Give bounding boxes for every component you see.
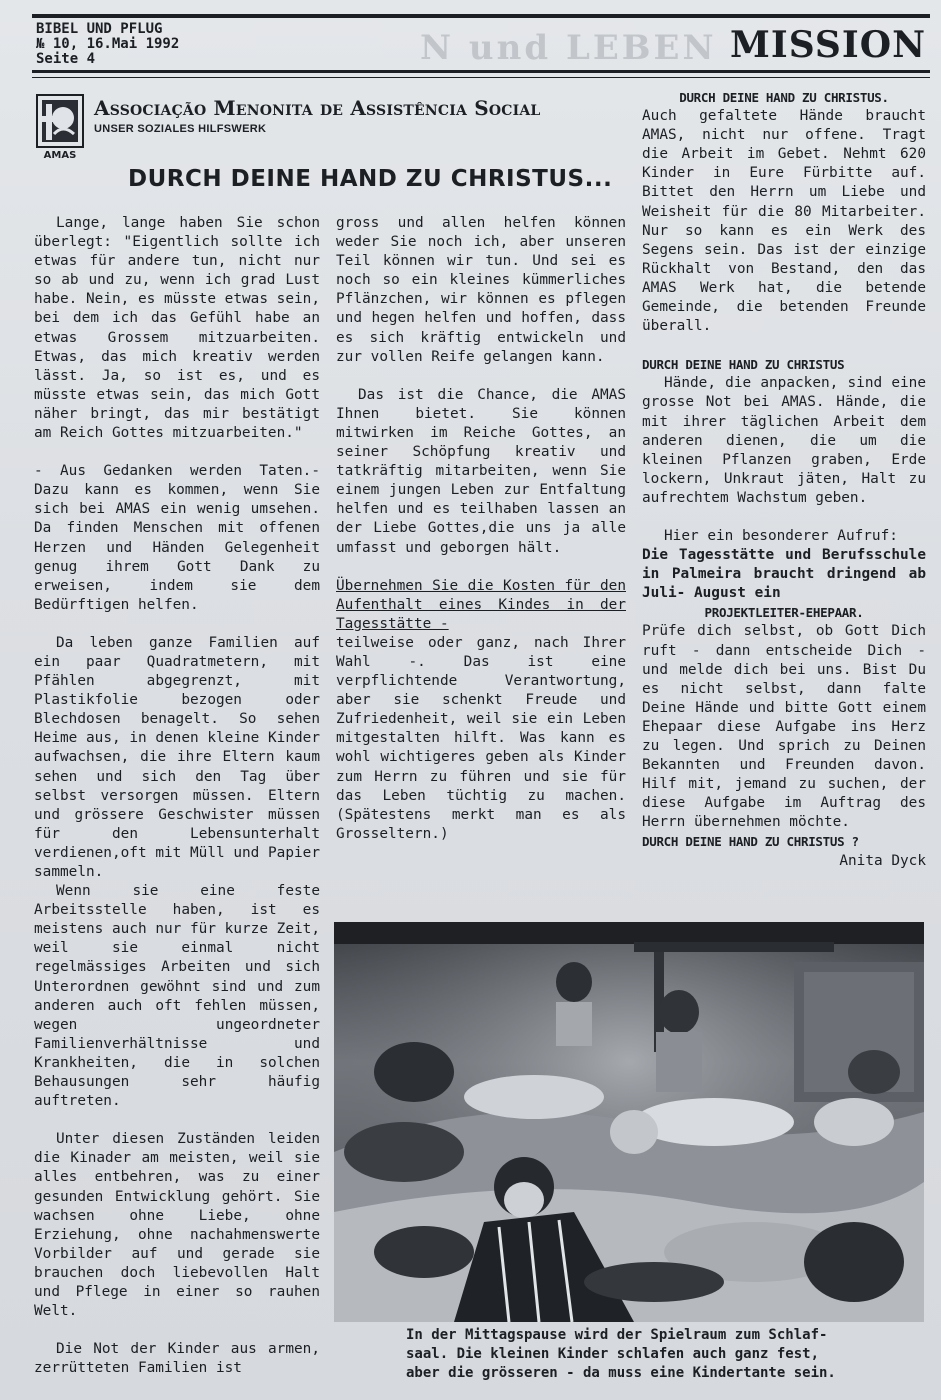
col1-paragraph: Die Not der Kinder aus armen, zerrütteten Familien ist (34, 1341, 320, 1377)
photo-caption (406, 1326, 906, 1383)
col1-paragraph: Unter diesen Zuständen leiden die Kinader am meisten, weil sie alles entbehren, was zu einer gesunden Entwicklung gehört. Sie wachsen ohne Liebe, ohne Erziehung, ohne nachahmenswerte Vorbilder auf und gerade sie brauchen doch liebevollen Halt und Pflege in einer so rauhen Welt. (34, 1131, 320, 1320)
col3-paragraph: Auch gefaltete Hände braucht AMAS, nicht nur offene. Tragt die Arbeit im Gebet. Nehmt 620 Kinder in Eure Fürbitte auf. Bittet den Herrn um Liebe und Weisheit für die 80 Mitarbeiter. Nur so kann es ein Werk des Segens sein. Das ist der einzige Rückhalt von Bestand, den das AMAS Werk hat, die betende Gemeinde, die betenden Freunde überall. (642, 108, 926, 335)
header-rule-top (32, 14, 930, 18)
col3-appeal-bold: Die Tagesstätte und Berufsschule in Palmeira braucht dringend ab Juli- August ein (642, 547, 926, 602)
caption-line: saal. Die kleinen Kinder schlafen auch ganz fest, (406, 1346, 820, 1362)
col1-paragraph: Da leben ganze Familien auf ein paar Quadratmetern, mit Pfählen abgegrenzt, mit Plastikfolie bezogen oder Blechdosen benagelt. So sehen Heime aus, in denen kleine Kinder aufwachsen, die ihre Eltern kaum sehen und sich den Tag über selbst versorgen müssen. Eltern und grössere Geschwister müssen für den Lebensunterhalt verdienen,oft mit Müll und Papier sammeln. (34, 634, 320, 880)
column-3 (642, 88, 926, 871)
author-name: Anita Dyck (839, 852, 926, 869)
col3-heading: DURCH DEINE HAND ZU CHRISTUS (642, 357, 845, 373)
col2-underlined-appeal: Übernehmen Sie die Kosten für den Aufenthalt eines Kindes in der Tagesstätte - (336, 577, 626, 632)
col3-heading: DURCH DEINE HAND ZU CHRISTUS ? (642, 834, 859, 850)
children-sleeping-photo (334, 922, 924, 1322)
col3-appeal-caps: PROJEKTLEITER-EHEPAAR. (704, 605, 864, 621)
caption-line: aber die grösseren - da muss eine Kindertante sein. (406, 1365, 836, 1381)
col2-paragraph: Das ist die Chance, die AMAS Ihnen bietet. Sie können mitwirken im Reiche Gottes, an seiner Schöpfung kreativ und tatkräftig mitarbeiten, wenn Sie einem jungen Leben zur Entfaltung helfen und es teilhaben lassen an der Liebe Gottes,die uns ja alle umfasst und geborgen hält. (336, 386, 626, 556)
header-rule-bottom (32, 70, 930, 73)
col2-paragraph: gross und allen helfen können weder Sie noch ich, aber unseren Teil können wir tun. Und sei es noch so ein kleines kümmerliches Pflänzchen, wir können es pflegen und hegen helfen und hoffen, dass es sich kräftig entwickeln und zur vollen Reife gelangen kann. (336, 215, 626, 365)
org-name: Associação Menonita de Assistência Social (94, 96, 541, 120)
col3-paragraph: Hände, die anpacken, sind eine grosse Not bei AMAS. Hände, die mit ihrer täglichen Arbeit dem anderen dienen, die um die kleinen Pflanzen graben, Erde lockern, Unkraut jäten, Halt zu aufrechtem Wachstum geben. (642, 375, 926, 506)
column-1 (34, 214, 320, 1378)
col2-paragraph: teilweise oder ganz, nach Ihrer Wahl -. Das ist eine verpflichtende Verantwortung, aber sie schenkt Freude und Zufriedenheit, weil sie ein Leben mitgestalten hilft. Was kann es wohl wichtigeres geben als Kinder zum Herrn zu führen und sie für das Leben tüchtig zu machen. (Spätestens merkt man es als Grosseltern.) (336, 634, 626, 842)
amas-logo-icon (36, 94, 84, 162)
bleed-through-text: N und LEBEN (420, 28, 717, 68)
col3-paragraph: Prüfe dich selbst, ob Gott Dich ruft - dann entscheide Dich - und melde dich bei uns. Bist Du es nicht selbst, dann falte Deine Hände und bitte Gott einem Ehepaar diese Aufgabe ins Herz zu legen. Und sprich zu Deinen Bekannten und Freunden davon. Hilf mit, jemand zu suchen, der diese Aufgabe im Auftrag des Herrn übernehmen möchte. (642, 623, 926, 831)
col3-heading: DURCH DEINE HAND ZU CHRISTUS. (679, 90, 889, 105)
issue-number: № 10, 16.Mai 1992 (36, 36, 180, 52)
logo-text: AMAS (43, 150, 77, 161)
col1-paragraph: - Aus Gedanken werden Taten.- Dazu kann es kommen, wenn Sie sich bei AMAS ein wenig umsehen. Da finden Menschen mit offenen Herzen und Händen Gelegenheit genug ihrem Gott Dank zu erweisen, indem sie dem Bedürftigen helfen. (34, 463, 320, 613)
article-title: DURCH DEINE HAND ZU CHRISTUS... (128, 166, 613, 192)
column-2 (336, 214, 626, 844)
page-number: Seite 4 (36, 51, 96, 67)
col1-paragraph: Wenn sie eine feste Arbeitsstelle haben, ist es meistens auch nur für kurze Zeit, weil sie einmal nicht regelmässiges Arbeiten und sich Unterordnen gewöhnt sind und zum anderen auch oft fehlen müssen, wegen ungeordneter Familienverhältnisse und Krankheiten, die in solchen Behausungen sehr häufig auftreten. (34, 883, 320, 1110)
col3-appeal-intro: Hier ein besonderer Aufruf: (664, 527, 898, 544)
publication-name: BIBEL UND PFLUG (36, 21, 163, 37)
caption-line: In der Mittagspause wird der Spielraum zum Schlaf- (406, 1327, 828, 1343)
header-rule-bottom-thin (32, 77, 930, 78)
header-meta (36, 22, 179, 67)
section-title: MISSION (730, 24, 926, 66)
col1-paragraph: Lange, lange haben Sie schon überlegt: "Eigentlich sollte ich etwas für andere tun, nicht nur so ab und zu, wenn ich grad Lust habe. Nein, es müsste etwas sein, bei dem ich das Gefühl habe an etwas Grossem mitzuarbeiten. Etwas, das mich kreativ werden lässt. Ja, so ist es, und es müsste etwas sein, das mich Gott näher bringt, das mir bestätigt am Reich Gottes mitzuarbeiten." (34, 215, 320, 442)
org-subtitle: UNSER SOZIALES HILFSWERK (94, 123, 267, 135)
